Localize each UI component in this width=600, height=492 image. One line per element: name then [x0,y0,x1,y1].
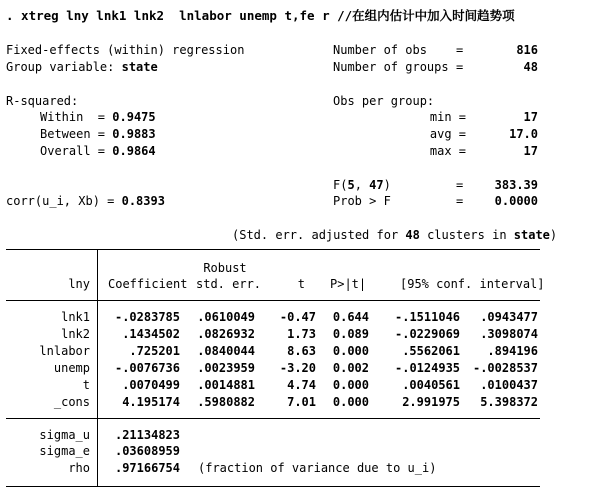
cell-ci-lower: .5562061 [402,344,460,358]
cell-ci-lower: -.0229069 [395,327,461,341]
prob-eq: = [456,194,464,208]
sigma-e-label: sigma_e [39,444,90,458]
cell-ci-lower: 2.991975 [402,395,460,409]
prob-value: 0.0000 [494,194,538,208]
f-label [333,178,391,192]
within-line [40,110,156,124]
sigma-u-label: sigma_u [39,428,90,442]
cell-variable: lnlabor [39,344,90,358]
ngroups-value: 48 [523,60,538,74]
cell-std-err: .0840044 [197,344,255,358]
cell-ci-upper: .894196 [487,344,538,358]
ngroups-eq: = [456,60,464,74]
nobs-label: Number of obs [333,43,427,57]
table-bottom-rule [6,486,540,487]
corr-label: corr(u_i, Xb) = [6,194,115,208]
rho-label: rho [68,461,90,475]
rho-value: .97166754 [114,461,180,475]
prob-label: Prob > F [333,194,391,208]
overall-label: Overall = [40,144,106,158]
cell-ci-lower: .0040561 [402,378,460,392]
cell-std-err: .0826932 [197,327,255,341]
cell-t-stat: -3.20 [279,361,316,375]
min-label: min = [429,110,466,124]
cell-variable: t [82,378,90,392]
cell-ci-upper: 5.398372 [480,395,538,409]
cluster-var: state [513,228,550,242]
sigma-u-value: .21134823 [114,428,180,442]
cell-std-err: .0014881 [197,378,255,392]
table-vertical-rule [97,249,98,487]
min-value: 17 [523,110,538,124]
col-ci: [95% conf. interval] [400,277,545,291]
cell-coefficient: 4.195174 [122,395,180,409]
cell-variable: lnk2 [61,327,90,341]
cell-coefficient: .1434502 [122,327,180,341]
f-comma: , [354,178,370,192]
cell-p-value: 0.000 [332,378,369,392]
between-line [40,127,156,141]
cell-p-value: 0.644 [332,310,369,324]
stderr-pre: (Std. err. adjusted for [232,228,406,242]
f-eq: = [456,178,464,192]
f-label-post: ) [383,178,391,192]
cell-p-value: 0.000 [332,344,369,358]
cell-variable: _cons [53,395,90,409]
obs-per-group-label: Obs per group: [333,94,435,108]
cell-coefficient: -.0283785 [114,310,180,324]
dep-var-label: lny [68,277,90,291]
cell-coefficient: .0070499 [122,378,180,392]
cell-p-value: 0.002 [332,361,369,375]
cluster-count: 48 [405,228,420,242]
cell-coefficient: .725201 [129,344,180,358]
rho-note: (fraction of variance due to u_i) [198,461,437,475]
stderr-note [232,228,557,242]
between-label: Between = [40,127,106,141]
cell-variable: lnk1 [61,310,90,324]
table-body-rule [6,418,540,419]
cell-variable: unemp [53,361,90,375]
group-variable-line [6,60,158,74]
cell-t-stat: 1.73 [287,327,316,341]
cell-std-err: .0610049 [197,310,255,324]
overall-value: 0.9864 [112,144,156,158]
table-top-rule [6,249,540,250]
cell-ci-upper: .3098074 [480,327,538,341]
cell-ci-upper: -.0028537 [472,361,538,375]
cell-std-err: .0023959 [197,361,255,375]
cell-ci-lower: -.0124935 [395,361,461,375]
cell-std-err: .5980882 [197,395,255,409]
cell-ci-upper: .0100437 [480,378,538,392]
max-value: 17 [523,144,538,158]
col-p: P>|t| [330,277,367,291]
f-df1: 5 [347,178,355,192]
cell-t-stat: 8.63 [287,344,316,358]
cell-t-stat: 4.74 [287,378,316,392]
cell-coefficient: -.0076736 [114,361,180,375]
command-line: . xtreg lny lnk1 lnk2 lnlabor unemp t,fe r //在组内估计中加入时间趋势项 [6,8,515,23]
within-label: Within = [40,110,106,124]
max-label: max = [429,144,466,158]
overall-line [40,144,156,158]
f-df2: 47 [369,178,384,192]
corr-line [6,194,165,208]
col-robust: Robust [203,261,247,275]
cell-p-value: 0.000 [332,395,369,409]
cell-ci-upper: .0943477 [480,310,538,324]
sigma-e-value: .03608959 [114,444,180,458]
stderr-mid: clusters in [419,228,514,242]
group-variable-value: state [121,60,158,74]
corr-value: 0.8393 [121,194,165,208]
avg-value: 17.0 [509,127,538,141]
col-t: t [297,277,305,291]
f-label-pre: F( [333,178,348,192]
between-value: 0.9883 [112,127,156,141]
cell-t-stat: -0.47 [279,310,316,324]
nobs-value: 816 [516,43,538,57]
model-title: Fixed-effects (within) regression [6,43,245,57]
cell-t-stat: 7.01 [287,395,316,409]
f-value: 383.39 [494,178,538,192]
within-value: 0.9475 [112,110,156,124]
table-header-rule [6,300,540,301]
cell-p-value: 0.089 [332,327,369,341]
ngroups-label: Number of groups [333,60,449,74]
stderr-post: ) [549,228,558,242]
r-squared-label: R-squared: [6,94,79,108]
group-variable-label: Group variable: [6,60,115,74]
avg-label: avg = [429,127,466,141]
nobs-eq: = [456,43,464,57]
col-coefficient: Coefficient [108,277,188,291]
col-std-err: std. err. [196,277,262,291]
cell-ci-lower: -.1511046 [395,310,461,324]
